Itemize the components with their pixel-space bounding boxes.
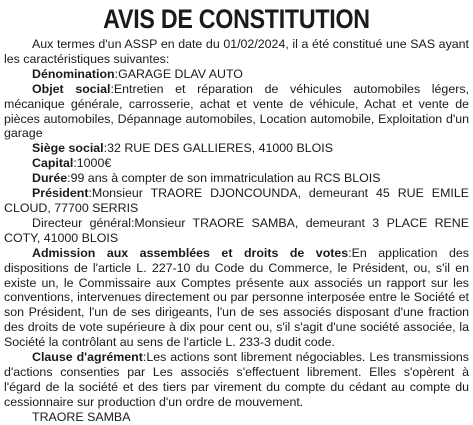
agrement-text: Les actions sont librement négociables. Les transmissions d'actions consenties par Les associés s'effectuent librement. Elles s'opèrent à l'égard de la société et des tiers par virement du compte du cédant au compte du cessionnaire sur production d'un ordre de mouvement. bbox=[4, 350, 469, 409]
notice-title: AVIS DE CONSTITUTION bbox=[103, 4, 370, 34]
field-capital bbox=[4, 156, 469, 171]
agrement-paragraph bbox=[4, 350, 469, 410]
field-denomination bbox=[4, 67, 469, 82]
field-separator: : bbox=[114, 66, 119, 81]
notice-body bbox=[4, 37, 469, 425]
field-label: Président bbox=[32, 186, 89, 201]
admission-text: En application des dispositions de l'article L. 227-10 du Code du Commerce, le Président, ou, s'il en existe un, le Commissaire aux Comptes présente aux associés un rapport sur les conventions, intervenues directement ou par personne interposée entre le Société et son Président, l'un de ses dirigeants, l'un de ses associés disposant d'une fraction des droits de vote supérieure à dix pour cent ou, s'il s'agit d'une société associée, la Société la contrôlant au sens de l'article L. 233-3 dudit code. bbox=[4, 245, 470, 350]
field-label: Capital bbox=[32, 156, 74, 171]
field-value: GARAGE DLAV AUTO bbox=[118, 66, 243, 81]
signature: TRAORE SAMBA bbox=[32, 409, 131, 424]
field-value: Monsieur TRAORE DJONCOUNDA, demeurant 45 RUE EMILE CLOUD, 77700 SERRIS bbox=[4, 186, 469, 215]
field-value: Entretien et réparation de véhicules automobiles légers, mécanique générale, carrosserie, achat et vente de véhicule, Achat et vente de pièces automobiles, Dépannage automobiles, Location automobile, Exploitation d'un garage bbox=[4, 81, 469, 141]
field-separator: : bbox=[103, 141, 108, 156]
field-separator: : bbox=[110, 81, 114, 96]
field-label: Objet social bbox=[32, 81, 111, 96]
admission-paragraph bbox=[4, 246, 469, 350]
field-duree bbox=[4, 171, 469, 186]
field-separator: : bbox=[88, 186, 92, 201]
field-value: 99 ans à compter de son immatriculation au RCS BLOIS bbox=[70, 171, 381, 186]
admission-separator: : bbox=[348, 245, 352, 260]
field-value: 1000€ bbox=[76, 156, 112, 171]
field-value: 32 RUE DES GALLIERES, 41000 BLOIS bbox=[107, 141, 333, 156]
field-objet-social bbox=[4, 82, 469, 142]
field-siege-social bbox=[4, 141, 469, 156]
agrement-separator: : bbox=[142, 350, 147, 365]
field-label: Dénomination bbox=[32, 66, 115, 81]
directeur-general-paragraph: Directeur général:Monsieur TRAORE SAMBA, demeurant 3 PLACE RENE COTY, 41000 BLOIS bbox=[4, 215, 469, 245]
field-separator: : bbox=[67, 171, 71, 186]
intro-paragraph: Aux termes d'un ASSP en date du 01/02/2024, il a été constitué une SAS ayant les caractéristiques suivantes: bbox=[4, 37, 469, 66]
field-president bbox=[4, 186, 469, 216]
field-label: Durée bbox=[32, 171, 68, 186]
agrement-label: Clause d'agrément bbox=[32, 350, 143, 365]
admission-label: Admission aux assemblées et droits de votes bbox=[32, 245, 349, 260]
field-separator: : bbox=[73, 156, 77, 171]
field-label: Siège social bbox=[32, 141, 104, 156]
